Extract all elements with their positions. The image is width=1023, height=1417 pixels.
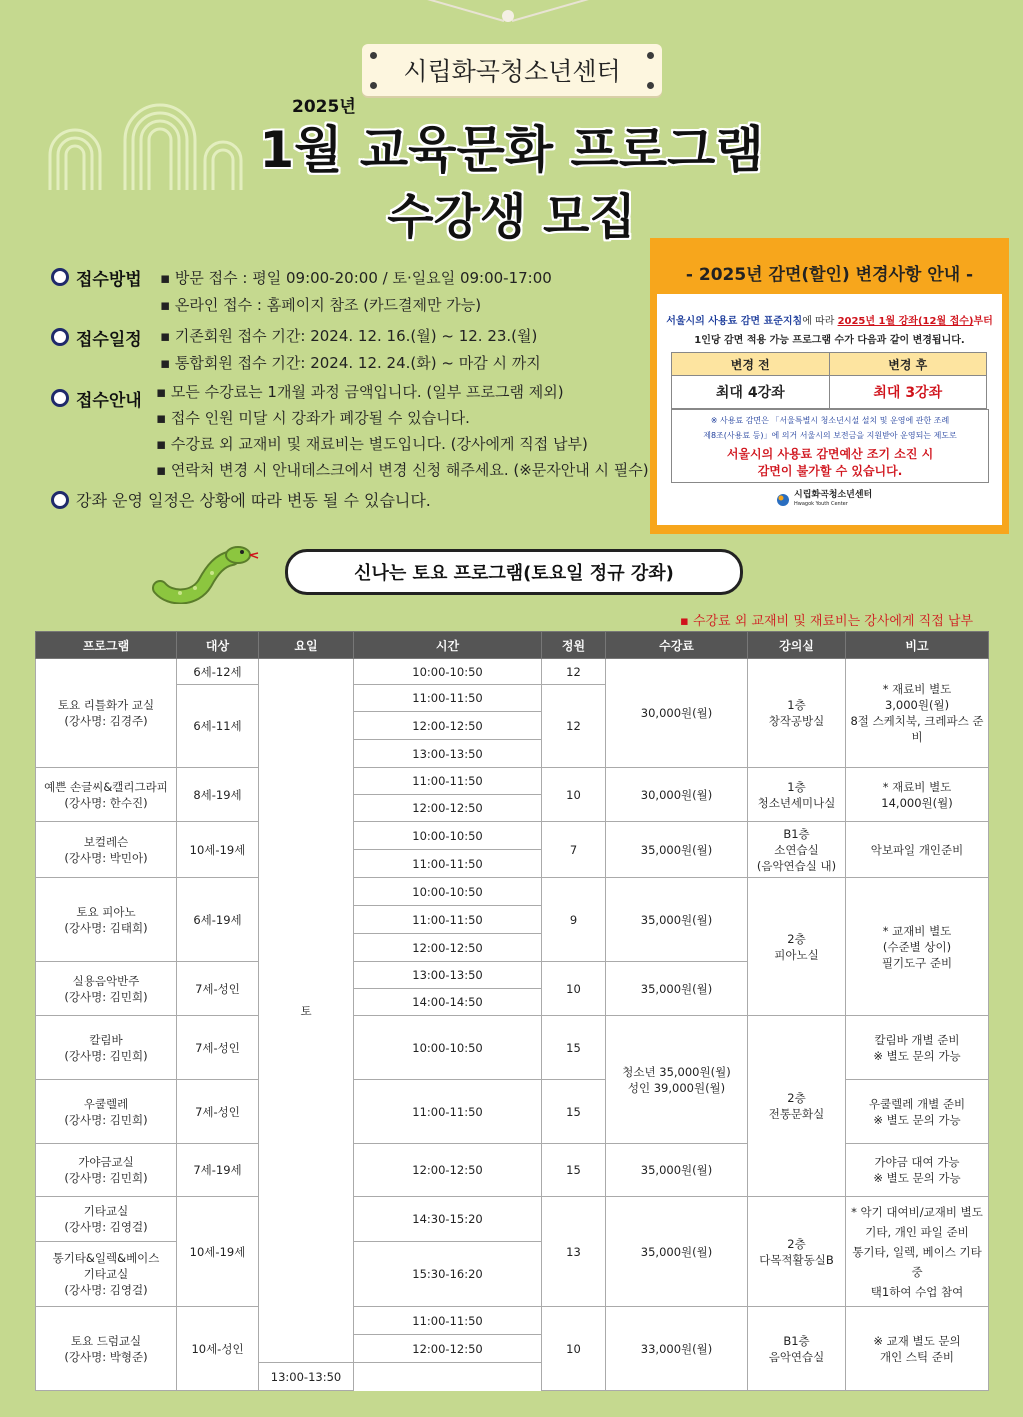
notice-text: 에 따라 [802,316,838,327]
header-note: 비고 [846,632,989,659]
fee-cell: 35,000원(월) [606,962,748,1016]
notice-small: ※ 사용료 감면은 「서울특별시 청소년시설 설치 및 운영에 관한 조례 [710,416,950,425]
after-value: 최대 3강좌 [829,376,987,409]
note-cell: * 재료비 별도 3,000원(월) 8절 스케치북, 크레파스 준비 [846,659,989,768]
time-cell: 12:00-12:50 [354,712,542,740]
section-title-pill [285,549,743,595]
target-age: 7세-성인 [177,962,259,1016]
pin-icon [502,10,514,22]
table-header-row [36,632,989,659]
program-name: 토요 리틀화가 교실 (강사명: 김경주) [36,659,177,768]
time-cell: 12:00-12:50 [354,934,542,962]
target-age: 6세-19세 [177,878,259,962]
notice-guideline: 서울시의 사용료 감면 표준지침 [666,316,803,327]
program-name: 예쁜 손글씨&캘리그라피 (강사명: 한수진) [36,768,177,822]
capacity-cell: 15 [542,1016,606,1080]
program-table [35,631,989,1391]
program-name: 기타교실 (강사명: 김영걸) [36,1197,177,1242]
table-row [36,659,989,685]
section-title: 신나는 토요 프로그램(토요일 정규 강좌) [354,563,674,584]
banner-dot [647,52,654,59]
capacity-cell: 15 [542,1080,606,1144]
table-row [36,768,989,795]
table-row [36,1307,989,1335]
capacity-cell: 12 [542,659,606,685]
target-age: 7세-성인 [177,1080,259,1144]
hanging-string-right [512,0,613,22]
logo-icon [775,492,791,508]
note-cell: 가야금 대여 가능 ※ 별도 문의 가능 [846,1144,989,1197]
table-row [36,1080,989,1144]
schedule-line: ▪ 기존회원 접수 기간: 2024. 12. 16.(월) ~ 12. 23.(월) [160,327,538,345]
room-cell: 1층 청소년세미나실 [748,768,846,822]
header-program: 프로그램 [36,632,177,659]
header-day: 요일 [259,632,354,659]
time-cell: 11:00-11:50 [354,685,542,712]
schedule-line: ▪ 통합회원 접수 기간: 2024. 12. 24.(화) ~ 마감 시 까지 [160,354,541,372]
note-cell: * 재료비 별도 14,000원(월) [846,768,989,822]
time-cell: 10:00-10:50 [354,1016,542,1080]
note-cell: 우쿨렐레 개별 준비 ※ 별도 문의 가능 [846,1080,989,1144]
time-cell: 10:00-10:50 [354,659,542,685]
program-name: 토요 피아노 (강사명: 김태희) [36,878,177,962]
target-age: 10세-19세 [177,822,259,878]
program-name: 가야금교실 (강사명: 김민희) [36,1144,177,1197]
room-cell: 2층 피아노실 [748,878,846,1016]
note-cell: * 악기 대여비/교재비 별도 기타, 개인 파일 준비 통기타, 일렉, 베이스 기타 중 택1하여 수업 참여 [846,1197,989,1307]
notice-small: 제8조(사용료 등)」에 의거 서울시의 보전금을 지원받아 운영되는 제도로 [703,431,957,440]
target-age: 6세-11세 [177,685,259,768]
notice-detail [671,409,989,483]
note-cell: 악보파일 개인준비 [846,822,989,878]
target-age: 7세-19세 [177,1144,259,1197]
method-line: ▪ 온라인 접수 : 홈페이지 참조 (카드결제만 가능) [160,296,482,314]
notice-line: 1인당 감면 적용 가능 프로그램 수가 다음과 같이 변경됩니다. [694,335,965,346]
capacity-cell: 12 [542,685,606,768]
capacity-cell: 7 [542,822,606,878]
material-fee-note: ▪ 수강료 외 교재비 및 재료비는 강사에게 직접 납부 [680,614,974,629]
program-name: 통기타&일렉&베이스 기타교실 (강사명: 김영걸) [36,1242,177,1307]
target-age: 7세-성인 [177,1016,259,1080]
time-cell: 13:00-13:50 [259,1363,354,1391]
logo-korean: 시립화곡청소년센터 [794,490,873,500]
fee-cell: 35,000원(월) [606,1144,748,1197]
time-cell: 14:30-15:20 [354,1197,542,1242]
header-target: 대상 [177,632,259,659]
header-capacity: 정원 [542,632,606,659]
target-age: 8세-19세 [177,768,259,822]
time-cell: 13:00-13:50 [354,962,542,989]
time-cell: 11:00-11:50 [354,850,542,878]
table-row [36,1016,989,1080]
time-cell: 10:00-10:50 [354,822,542,850]
hanging-string-left [404,0,505,22]
before-header: 변경 전 [672,353,830,376]
header-room: 강의실 [748,632,846,659]
capacity-cell: 10 [542,768,606,822]
notice-inner [657,294,1002,525]
fee-cell: 35,000원(월) [606,878,748,962]
notice-line [657,312,1002,327]
center-name: 시립화곡청소년센터 [403,57,621,86]
table-row [36,1144,989,1197]
guide-line: ▪ 연락처 변경 시 안내데스크에서 변경 신청 해주세요. (※문자안내 시 필수) [156,461,649,479]
room-cell: 2층 전통문화실 [748,1016,846,1197]
method-line: ▪ 방문 접수 : 평일 09:00-20:00 / 토·일요일 09:00-17:00 [160,269,552,287]
year-label: 2025년 [292,97,356,117]
notice-warning: 감면이 불가할 수 있습니다. [757,464,903,478]
guide-line: ▪ 수강료 외 교재비 및 재료비는 별도입니다. (강사에게 직접 납부) [156,435,588,453]
table-row [36,822,989,850]
note-cell: 칼림바 개별 준비 ※ 별도 문의 가능 [846,1016,989,1080]
bullet-icon [51,389,69,407]
note-cell: ※ 교재 별도 문의 개인 스틱 준비 [846,1307,989,1391]
program-name: 실용음악반주 (강사명: 김민희) [36,962,177,1016]
program-name: 칼림바 (강사명: 김민희) [36,1016,177,1080]
room-cell: 1층 창작공방실 [748,659,846,768]
notice-text: 부터 [973,316,993,327]
banner-dot [647,82,654,89]
guide-label: 접수안내 [76,391,142,411]
capacity-cell: 9 [542,878,606,962]
program-name: 토요 드럼교실 (강사명: 박형준) [36,1307,177,1391]
room-cell: B1층 음악연습실 [748,1307,846,1391]
time-cell: 12:00-12:50 [354,1335,542,1363]
capacity-cell: 10 [542,962,606,1016]
page-subtitle: 수강생 모집 [387,189,636,245]
schedule-change-note: 강좌 운영 일정은 상황에 따라 변동 될 수 있습니다. [76,491,431,510]
bullet-icon [51,491,69,509]
time-cell: 11:00-11:50 [354,1080,542,1144]
time-cell: 10:00-10:50 [354,878,542,906]
table-row [36,878,989,906]
change-table [671,352,987,409]
time-cell: 14:00-14:50 [354,989,542,1016]
note-cell: * 교재비 별도 (수준별 상이) 필기도구 준비 [846,878,989,1016]
banner-dot [370,82,377,89]
time-cell: 15:30-16:20 [354,1242,542,1307]
schedule-label: 접수일정 [76,330,142,350]
discount-notice-box [650,238,1009,534]
capacity-cell: 13 [542,1197,606,1307]
page-title: 1월 교육문화 프로그램 [259,121,764,179]
program-name: 보컬레슨 (강사명: 박민아) [36,822,177,878]
before-value: 최대 4강좌 [672,376,830,409]
fee-cell: 35,000원(월) [606,1197,748,1307]
notice-title: - 2025년 감면(할인) 변경사항 안내 - [685,265,974,285]
notice-warning: 서울시의 사용료 감면예산 조기 소진 시 [726,447,934,461]
banner-dot [370,52,377,59]
time-cell: 12:00-12:50 [354,1144,542,1197]
capacity-cell: 10 [542,1307,606,1391]
time-cell: 11:00-11:50 [354,768,542,795]
time-cell: 12:00-12:50 [354,795,542,822]
fee-cell: 33,000원(월) [606,1307,748,1391]
guide-line: ▪ 모든 수강료는 1개월 과정 금액입니다. (일부 프로그램 제외) [156,383,564,401]
snake-icon [150,538,260,604]
target-age: 10세-성인 [177,1307,259,1391]
header-time: 시간 [354,632,542,659]
fee-cell: 청소년 35,000원(월) 성인 39,000원(월) [606,1016,748,1144]
after-header: 변경 후 [829,353,987,376]
table-row [36,1197,989,1242]
center-name-banner [362,44,662,96]
notice-date: 2025년 1월 강좌(12월 접수) [837,316,974,327]
center-logo [775,491,872,509]
time-cell: 11:00-11:50 [354,1307,542,1335]
bullet-icon [51,268,69,286]
target-age: 6세-12세 [177,659,259,685]
logo-english: Hwagok Youth Center [794,501,848,507]
room-cell: B1층 소연습실 (음악연습실 내) [748,822,846,878]
capacity-cell: 15 [542,1144,606,1197]
time-cell: 11:00-11:50 [354,906,542,934]
time-cell: 13:00-13:50 [354,740,542,768]
guide-line: ▪ 접수 인원 미달 시 강좌가 폐강될 수 있습니다. [156,409,470,427]
fee-cell: 35,000원(월) [606,822,748,878]
fee-cell: 30,000원(월) [606,768,748,822]
method-label: 접수방법 [76,270,142,290]
target-age: 10세-19세 [177,1197,259,1307]
day-cell: 토 [259,659,354,1363]
fee-cell: 30,000원(월) [606,659,748,768]
program-name: 우쿨렐레 (강사명: 김민희) [36,1080,177,1144]
room-cell: 2층 다목적활동실B [748,1197,846,1307]
bullet-icon [51,328,69,346]
header-fee: 수강료 [606,632,748,659]
